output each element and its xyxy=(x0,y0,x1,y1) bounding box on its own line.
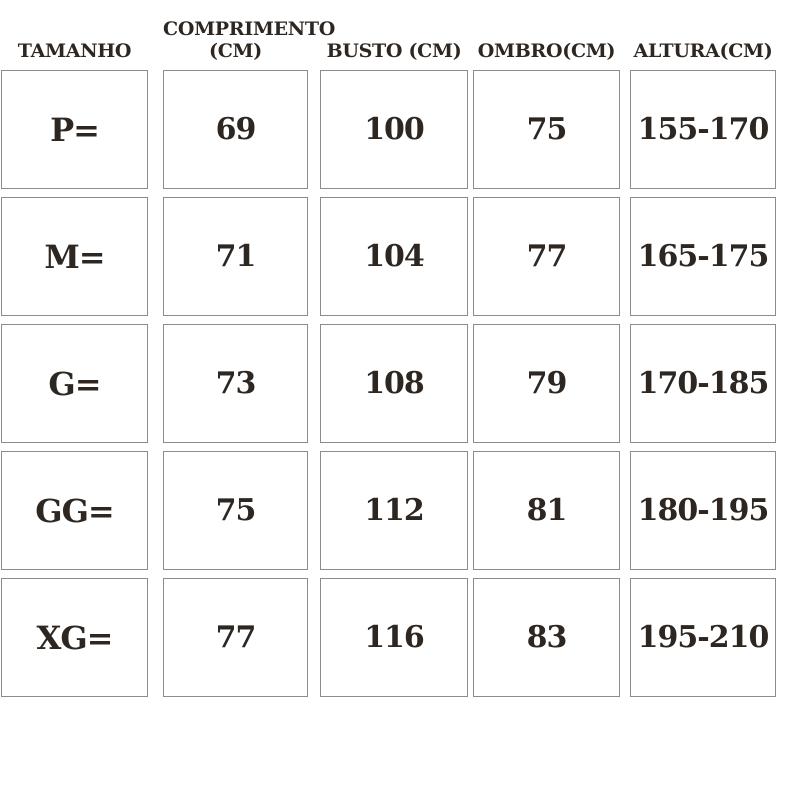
table-cell-ombro: 83 xyxy=(473,578,620,697)
table-cell-busto: 116 xyxy=(320,578,468,697)
table-cell-comprimento: 73 xyxy=(163,324,308,443)
table-cell-altura: 170-185 xyxy=(630,324,776,443)
table-cell-comprimento: 75 xyxy=(163,451,308,570)
table-cell-ombro: 79 xyxy=(473,324,620,443)
table-cell-busto: 108 xyxy=(320,324,468,443)
table-cell-ombro: 77 xyxy=(473,197,620,316)
table-cell-ombro: 81 xyxy=(473,451,620,570)
table-cell-busto: 100 xyxy=(320,70,468,189)
table-cell-size: XG= xyxy=(1,578,148,697)
table-cell-altura: 165-175 xyxy=(630,197,776,316)
table-cell-comprimento: 77 xyxy=(163,578,308,697)
header-ombro: OMBRO(CM) xyxy=(477,40,616,63)
table-cell-altura: 195-210 xyxy=(630,578,776,697)
table-row xyxy=(0,451,800,570)
header-altura: ALTURA(CM) xyxy=(633,40,773,63)
table-cell-busto: 104 xyxy=(320,197,468,316)
table-cell-busto: 112 xyxy=(320,451,468,570)
table-header-row xyxy=(0,0,800,70)
header-comprimento: COMPRIMENTO (CM) xyxy=(163,18,335,63)
table-cell-size: G= xyxy=(1,324,148,443)
header-tamanho: TAMANHO xyxy=(17,40,132,63)
table-cell-comprimento: 71 xyxy=(163,197,308,316)
table-row xyxy=(0,197,800,316)
table-cell-ombro: 75 xyxy=(473,70,620,189)
table-row xyxy=(0,578,800,697)
table-cell-altura: 180-195 xyxy=(630,451,776,570)
table-row xyxy=(0,70,800,189)
table-cell-size: GG= xyxy=(1,451,148,570)
table-row xyxy=(0,324,800,443)
table-cell-size: M= xyxy=(1,197,148,316)
table-cell-comprimento: 69 xyxy=(163,70,308,189)
table-cell-altura: 155-170 xyxy=(630,70,776,189)
header-busto: BUSTO (CM) xyxy=(326,40,462,63)
table-cell-size: P= xyxy=(1,70,148,189)
